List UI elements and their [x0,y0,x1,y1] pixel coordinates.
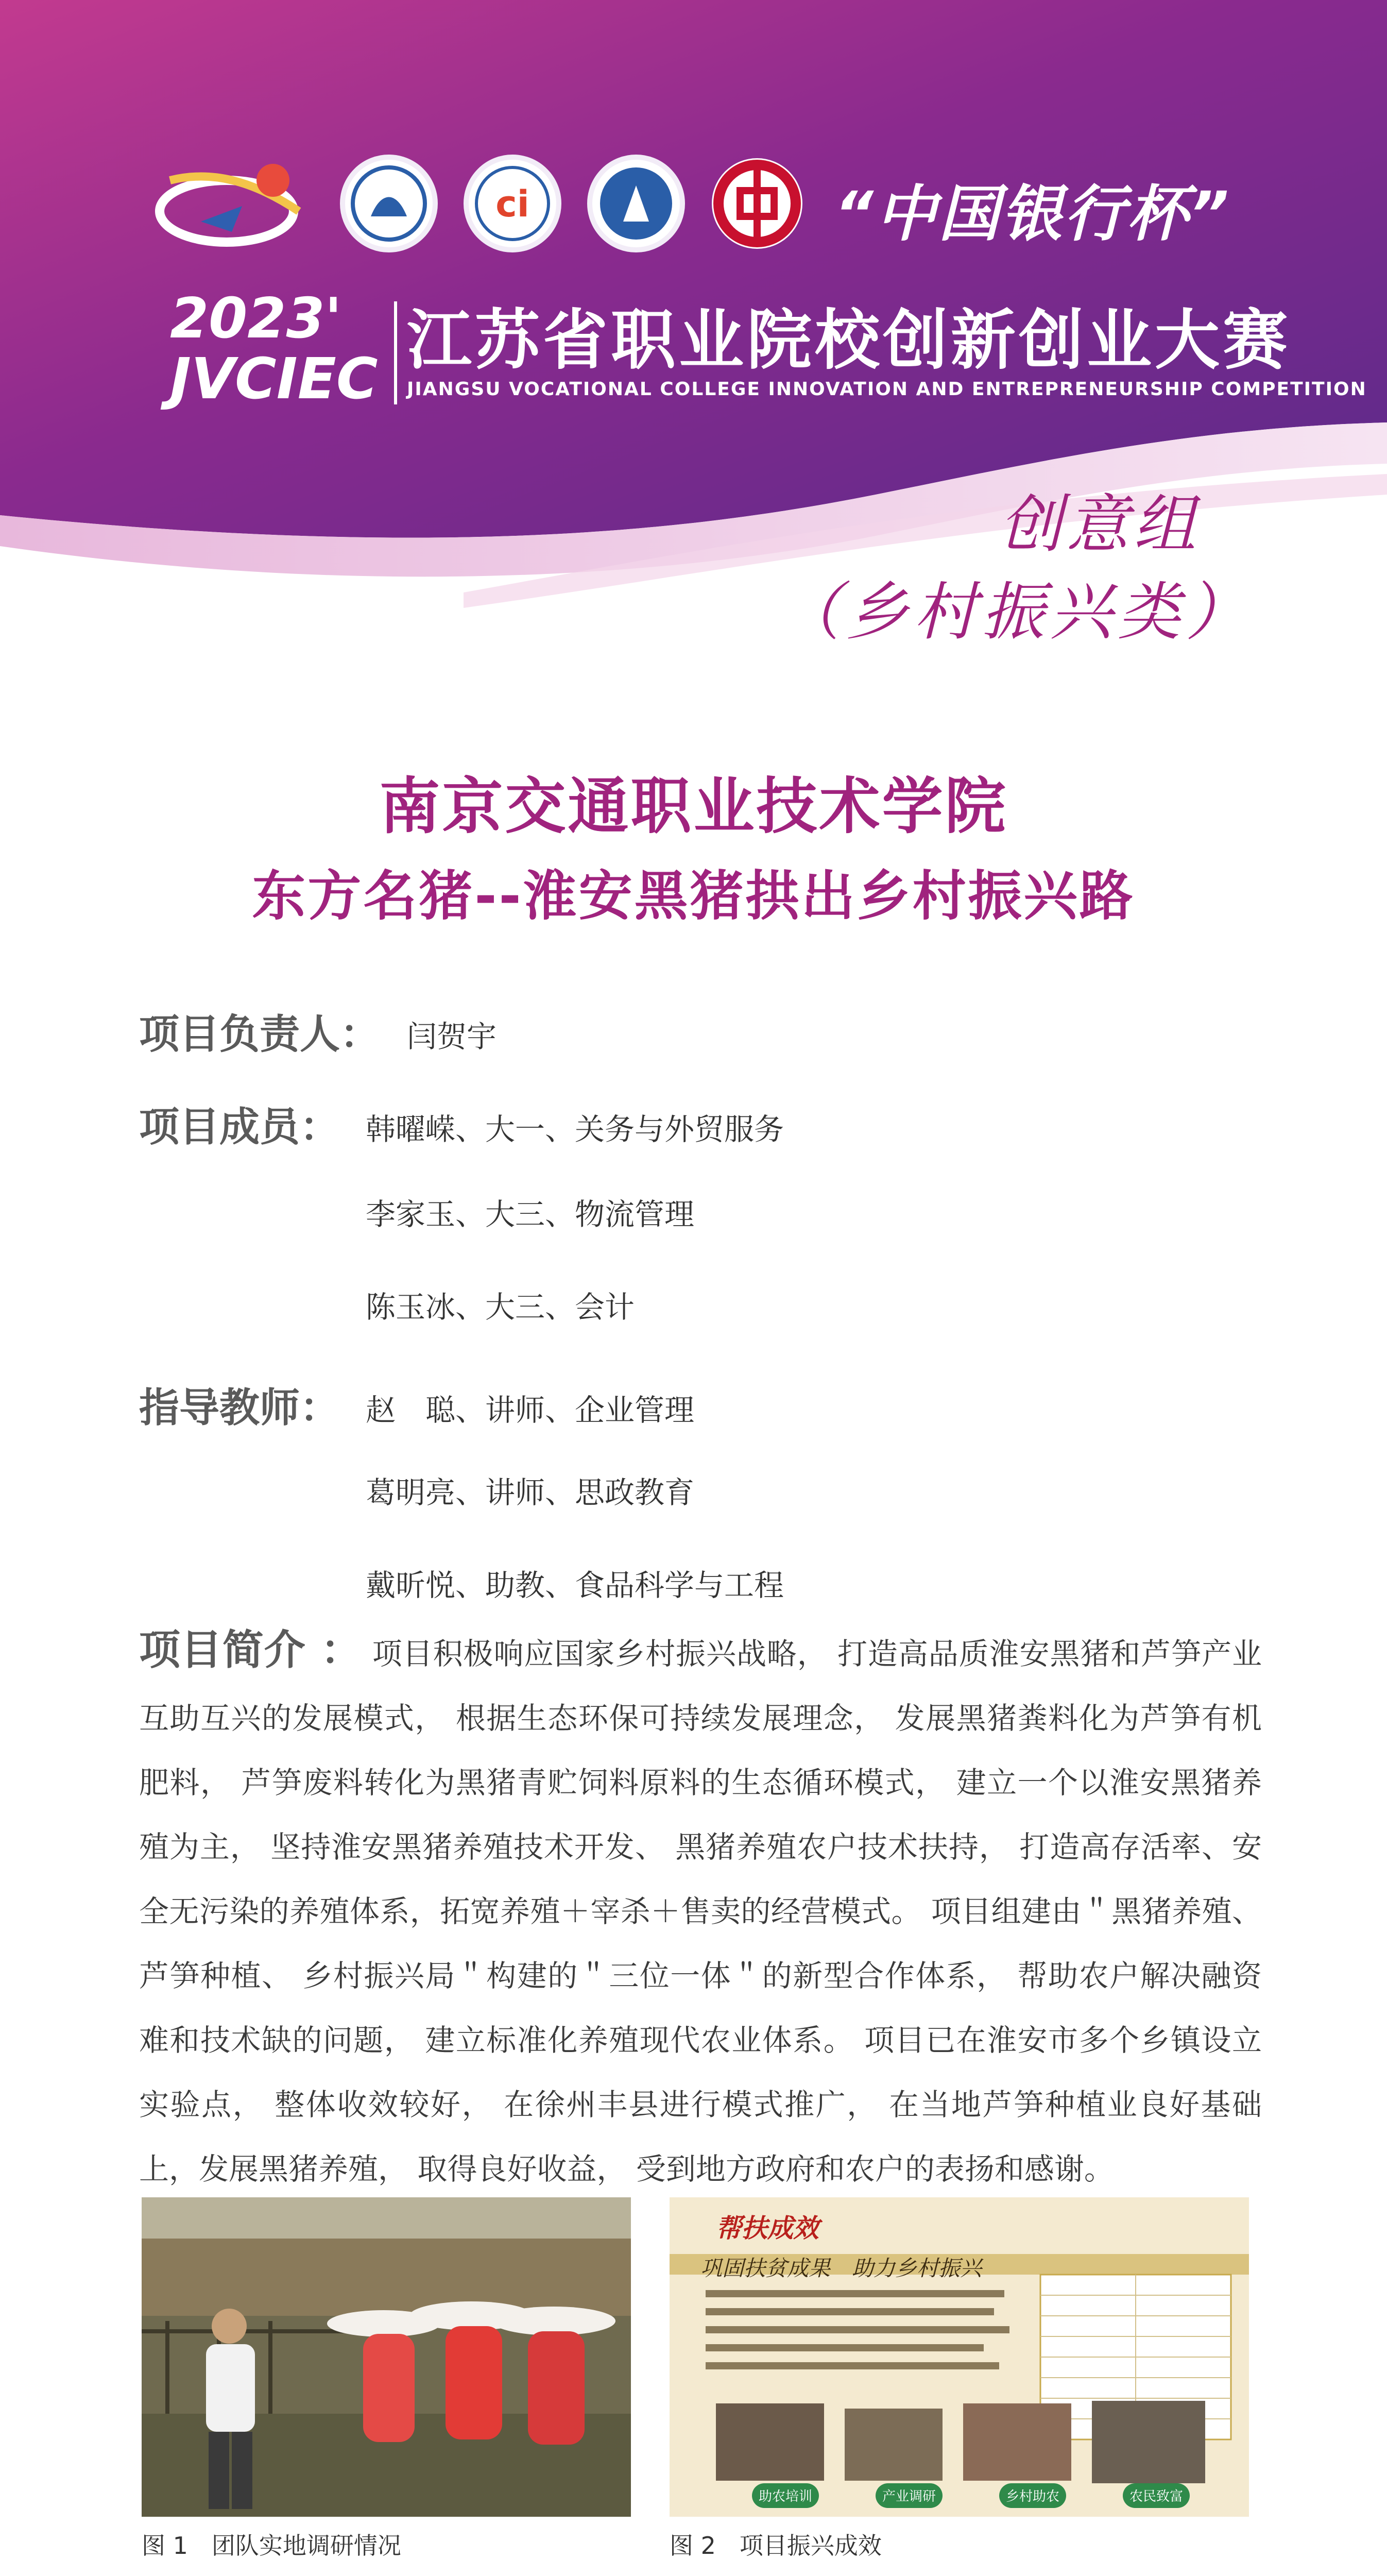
fig2-banner: 巩固扶贫成果 助力乡村振兴 [700,2256,982,2281]
school-emblem-icon [340,155,438,252]
competition-title-en: JIANGSU VOCATIONAL COLLEGE INNOVATION AND ENTREPRENEURSHIP COMPETITION [407,379,1367,400]
member-item: 韩曜嵘、大一、关务与外贸服务 [366,1112,784,1147]
fig1-caption: 图 1 团队实地调研情况 [142,2532,401,2560]
project-intro [139,1618,1262,2200]
svg-text:ci: ci [495,183,529,225]
member-item: 李家玉、大三、物流管理 [366,1197,695,1232]
project-title: 东方名猪--淮安黑猪拱出乡村振兴路 [252,865,1135,927]
teacher-item: 葛明亮、讲师、思政教育 [366,1475,695,1510]
jvciec-logo-icon [464,155,561,252]
member-item: 陈玉冰、大三、会计 [366,1290,635,1325]
leader-value: 闫贺宇 [407,1019,497,1054]
abbr-label: JVCIEC [170,346,378,412]
intro-label: 项目简介 ： [139,1626,363,1674]
fig2-button: 助农培训 [758,2489,812,2504]
fig2-heading: 帮扶成效 [716,2213,819,2243]
revitalization-results-image [670,2197,1249,2517]
fig2-button: 产业调研 [882,2489,936,2504]
cup-title: “中国银行杯” [834,178,1231,249]
group-label: 创意组 [999,488,1200,561]
intro-text: 项目积极响应国家乡村振兴战略， 打造高品质淮安黑猪和芦笋产业互助互兴的发展模式， 根据生态环保可持续发展理念， 发展黑猪粪料化为芦笋有机肥料， 芦笋废料转化为黑猪青贮饲料原料的生态循环模式， 建立一个以淮安黑猪养殖为主， 坚持淮安黑猪养殖技术开发、 黑猪养殖农户技术扶持， 打造高存活率、安全无污染的养殖体系，拓宽养殖＋宰杀＋售卖的经营模式。 项目组建由＂黑猪养殖、芦笋种植、 乡村振兴局＂构建的＂三位一体＂的新型合作体系， 帮助农户解决融资难和技术缺的问题， 建立标准化养殖现代农业体系。 项目已在淮安市多个乡镇设立实验点， 整体收效较好， 在徐州丰县进行模式推广， 在当地芦笋种植业良好基础上，发展黑猪养殖， 取得良好收益， 受到地方政府和农户的表扬和感谢。 [139,1636,1262,2187]
fig2-button: 乡村助农 [1005,2489,1059,2504]
bank-of-china-logo-icon [708,155,806,252]
members-label: 项目成员： [139,1104,340,1150]
teachers-label: 指导教师： [139,1385,340,1431]
fig2-caption: 图 2 项目振兴成效 [670,2532,882,2560]
leader-label: 项目负责人： [139,1011,381,1058]
team-survey-photo [142,2197,631,2517]
fig2-button: 农民致富 [1129,2489,1183,2504]
competition-logo-icon [149,149,314,252]
title-divider [394,301,397,404]
competition-title-cn: 江苏省职业院校创新创业大赛 [407,302,1291,378]
teacher-item: 戴昕悦、助教、食品科学与工程 [366,1568,784,1603]
teacher-item: 赵 聪、讲师、企业管理 [366,1393,695,1428]
category-label: （乡村振兴类） [778,575,1254,649]
school-name: 南京交通职业技术学院 [379,771,1008,842]
year-label: 2023' [170,286,342,351]
education-emblem-icon [587,155,685,252]
